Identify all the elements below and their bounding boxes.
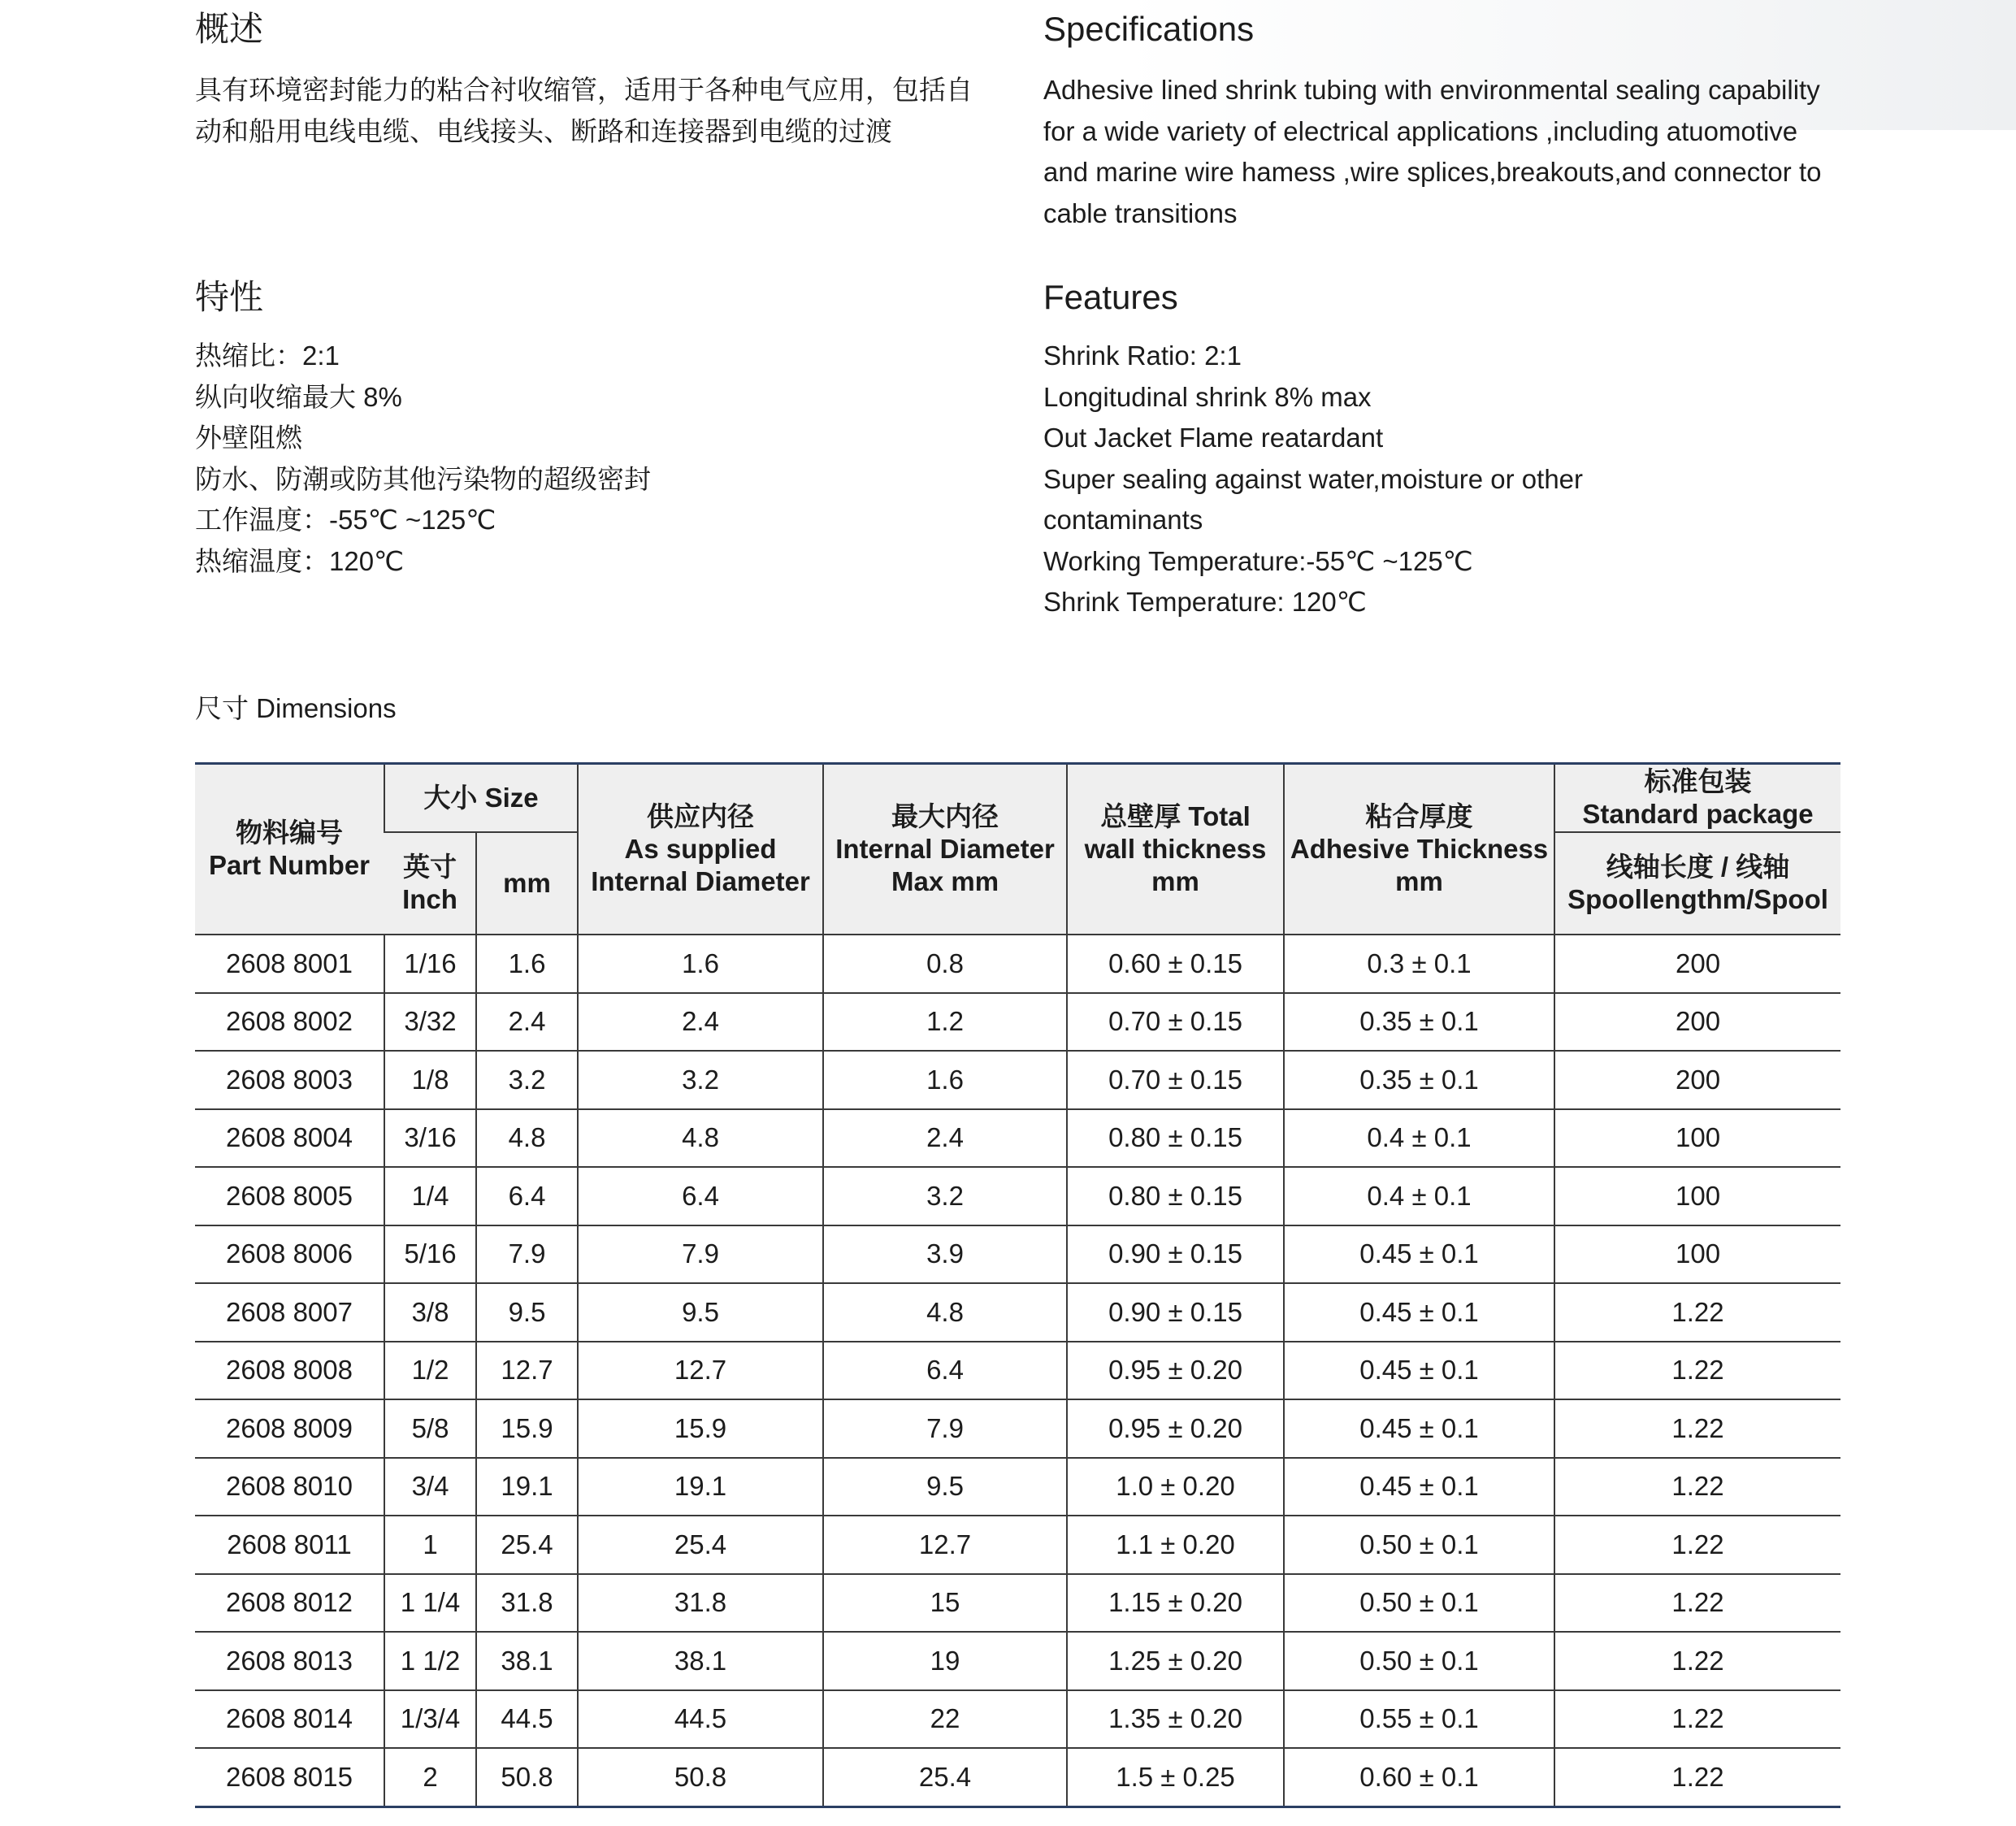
adhesive-thickness-cell: 0.45 ± 0.1 — [1284, 1399, 1554, 1458]
supplied-diameter-cell: 6.4 — [578, 1167, 823, 1225]
table-row — [195, 1109, 1840, 1168]
mm-cell: 38.1 — [476, 1632, 578, 1690]
wall-thickness-cell: 1.15 ± 0.20 — [1067, 1574, 1284, 1633]
max-diameter-cell: 19 — [823, 1632, 1067, 1690]
part-number-cell: 2608 8015 — [195, 1748, 384, 1806]
spool-length-cell: 200 — [1554, 935, 1840, 993]
feature-en-item: Super sealing against water,moisture or other — [1043, 463, 1584, 494]
table-row — [195, 1516, 1840, 1574]
max-diameter-cell: 22 — [823, 1690, 1067, 1749]
part-number-cell: 2608 8002 — [195, 993, 384, 1052]
wall-thickness-cell: 1.0 ± 0.20 — [1067, 1458, 1284, 1516]
wall-thickness-cell: 1.25 ± 0.20 — [1067, 1632, 1284, 1690]
features-heading-cn: 特性 — [195, 278, 264, 316]
header-adhesive-thickness — [1284, 764, 1554, 935]
supplied-diameter-cell: 4.8 — [578, 1109, 823, 1168]
header-inch — [384, 832, 476, 935]
features-list-cn — [195, 336, 651, 582]
table-row — [195, 1458, 1840, 1516]
part-number-cell: 2608 8003 — [195, 1051, 384, 1109]
spool-length-cell: 200 — [1554, 993, 1840, 1052]
mm-cell: 50.8 — [476, 1748, 578, 1806]
feature-en-item: Longitudinal shrink 8% max — [1043, 381, 1372, 412]
mm-cell: 25.4 — [476, 1516, 578, 1574]
header-spool-cn: 线轴长度 / 线轴 — [1606, 852, 1790, 882]
header-wall-en1: wall thickness — [1084, 834, 1267, 864]
inch-cell: 1 — [384, 1516, 476, 1574]
header-part-number-cn: 物料编号 — [236, 818, 343, 848]
feature-en-item: contaminants — [1043, 505, 1203, 535]
mm-cell: 4.8 — [476, 1109, 578, 1168]
feature-cn-item: 纵向收缩最大 8% — [195, 381, 402, 412]
overview-text-en: Adhesive lined shrink tubing with environmental sealing capability for a wide variety of electrical applications ,including atuomotive and marine wire hamess ,wire splices,breakouts,and connector to cable transitions — [1043, 75, 1822, 228]
part-number-cell: 2608 8011 — [195, 1516, 384, 1574]
part-number-cell: 2608 8014 — [195, 1690, 384, 1749]
inch-cell: 3/4 — [384, 1458, 476, 1516]
mm-cell: 6.4 — [476, 1167, 578, 1225]
table-row — [195, 1632, 1840, 1690]
mm-cell: 44.5 — [476, 1690, 578, 1749]
mm-cell: 15.9 — [476, 1399, 578, 1458]
mm-cell: 12.7 — [476, 1342, 578, 1400]
features-list-en — [1043, 336, 1583, 623]
table-row — [195, 993, 1840, 1052]
table-row — [195, 935, 1840, 993]
header-max-diameter — [823, 764, 1067, 935]
header-mm — [476, 832, 578, 935]
max-diameter-cell: 7.9 — [823, 1399, 1067, 1458]
adhesive-thickness-cell: 0.50 ± 0.1 — [1284, 1516, 1554, 1574]
wall-thickness-cell: 0.80 ± 0.15 — [1067, 1167, 1284, 1225]
wall-thickness-cell: 0.80 ± 0.15 — [1067, 1109, 1284, 1168]
specifications-heading: Specifications — [1043, 10, 1255, 48]
feature-cn-item: 热缩温度：120℃ — [195, 545, 405, 576]
spool-length-cell: 1.22 — [1554, 1399, 1840, 1458]
supplied-diameter-cell: 2.4 — [578, 993, 823, 1052]
max-diameter-cell: 2.4 — [823, 1109, 1067, 1168]
header-adhesive-en2: mm — [1395, 866, 1443, 896]
mm-cell: 3.2 — [476, 1051, 578, 1109]
table-row — [195, 1574, 1840, 1633]
wall-thickness-cell: 1.35 ± 0.20 — [1067, 1690, 1284, 1749]
dimensions-table — [195, 762, 1840, 1808]
max-diameter-cell: 3.2 — [823, 1167, 1067, 1225]
wall-thickness-cell: 0.90 ± 0.15 — [1067, 1225, 1284, 1284]
part-number-cell: 2608 8001 — [195, 935, 384, 993]
header-maxid-cn: 最大内径 — [891, 801, 999, 831]
adhesive-thickness-cell: 0.60 ± 0.1 — [1284, 1748, 1554, 1806]
adhesive-thickness-cell: 0.35 ± 0.1 — [1284, 993, 1554, 1052]
supplied-diameter-cell: 25.4 — [578, 1516, 823, 1574]
part-number-cell: 2608 8005 — [195, 1167, 384, 1225]
inch-cell: 5/8 — [384, 1399, 476, 1458]
feature-cn-item: 工作温度：-55℃ ~125℃ — [195, 505, 496, 535]
spool-length-cell: 100 — [1554, 1109, 1840, 1168]
inch-cell: 3/8 — [384, 1283, 476, 1342]
spool-length-cell: 1.22 — [1554, 1516, 1840, 1574]
table-row — [195, 1167, 1840, 1225]
max-diameter-cell: 25.4 — [823, 1748, 1067, 1806]
part-number-cell: 2608 8008 — [195, 1342, 384, 1400]
part-number-cell: 2608 8010 — [195, 1458, 384, 1516]
header-supplied-cn: 供应内径 — [647, 801, 755, 831]
mm-cell: 9.5 — [476, 1283, 578, 1342]
header-wall-cn: 总壁厚 Total — [1100, 801, 1251, 831]
feature-en-item: Shrink Temperature: 120℃ — [1043, 587, 1367, 617]
wall-thickness-cell: 0.70 ± 0.15 — [1067, 1051, 1284, 1109]
inch-cell: 2 — [384, 1748, 476, 1806]
inch-cell: 1 1/2 — [384, 1632, 476, 1690]
max-diameter-cell: 0.8 — [823, 935, 1067, 993]
inch-cell: 3/32 — [384, 993, 476, 1052]
inch-cell: 1/3/4 — [384, 1690, 476, 1749]
supplied-diameter-cell: 9.5 — [578, 1283, 823, 1342]
spool-length-cell: 1.22 — [1554, 1283, 1840, 1342]
max-diameter-cell: 3.9 — [823, 1225, 1067, 1284]
dimensions-caption: 尺寸 Dimensions — [195, 693, 397, 723]
feature-cn-item: 防水、防潮或防其他污染物的超级密封 — [195, 463, 651, 494]
header-inch-cn: 英寸 — [403, 852, 457, 882]
inch-cell: 1/2 — [384, 1342, 476, 1400]
spool-length-cell: 1.22 — [1554, 1342, 1840, 1400]
wall-thickness-cell: 0.90 ± 0.15 — [1067, 1283, 1284, 1342]
part-number-cell: 2608 8007 — [195, 1283, 384, 1342]
spool-length-cell: 100 — [1554, 1225, 1840, 1284]
adhesive-thickness-cell: 0.3 ± 0.1 — [1284, 935, 1554, 993]
features-heading-en: Features — [1043, 278, 1178, 316]
wall-thickness-cell: 1.5 ± 0.25 — [1067, 1748, 1284, 1806]
adhesive-thickness-cell: 0.50 ± 0.1 — [1284, 1574, 1554, 1633]
adhesive-thickness-cell: 0.45 ± 0.1 — [1284, 1342, 1554, 1400]
header-maxid-en1: Internal Diameter — [835, 834, 1055, 864]
supplied-diameter-cell: 15.9 — [578, 1399, 823, 1458]
inch-cell: 3/16 — [384, 1109, 476, 1168]
inch-cell: 1/8 — [384, 1051, 476, 1109]
adhesive-thickness-cell: 0.55 ± 0.1 — [1284, 1690, 1554, 1749]
inch-cell: 1/16 — [384, 935, 476, 993]
adhesive-thickness-cell: 0.45 ± 0.1 — [1284, 1283, 1554, 1342]
adhesive-thickness-cell: 0.45 ± 0.1 — [1284, 1458, 1554, 1516]
supplied-diameter-cell: 44.5 — [578, 1690, 823, 1749]
feature-cn-item: 热缩比：2:1 — [195, 340, 340, 371]
header-package-en: Standard package — [1582, 799, 1814, 829]
spool-length-cell: 100 — [1554, 1167, 1840, 1225]
table-row — [195, 1399, 1840, 1458]
supplied-diameter-cell: 12.7 — [578, 1342, 823, 1400]
mm-cell: 7.9 — [476, 1225, 578, 1284]
table-row — [195, 1690, 1840, 1749]
spool-length-cell: 1.22 — [1554, 1690, 1840, 1749]
feature-en-item: Out Jacket Flame reatardant — [1043, 423, 1384, 453]
supplied-diameter-cell: 50.8 — [578, 1748, 823, 1806]
part-number-cell: 2608 8006 — [195, 1225, 384, 1284]
supplied-diameter-cell: 7.9 — [578, 1225, 823, 1284]
supplied-diameter-cell: 3.2 — [578, 1051, 823, 1109]
adhesive-thickness-cell: 0.35 ± 0.1 — [1284, 1051, 1554, 1109]
adhesive-thickness-cell: 0.4 ± 0.1 — [1284, 1167, 1554, 1225]
header-wall-thickness — [1067, 764, 1284, 935]
spool-length-cell: 1.22 — [1554, 1574, 1840, 1633]
header-size-label: 大小 Size — [423, 783, 539, 813]
overview-heading-cn: 概述 — [195, 10, 264, 48]
spool-length-cell: 1.22 — [1554, 1748, 1840, 1806]
inch-cell: 5/16 — [384, 1225, 476, 1284]
header-supplied-diameter — [578, 764, 823, 935]
wall-thickness-cell: 0.95 ± 0.20 — [1067, 1342, 1284, 1400]
max-diameter-cell: 6.4 — [823, 1342, 1067, 1400]
header-size — [384, 764, 578, 833]
part-number-cell: 2608 8009 — [195, 1399, 384, 1458]
overview-text-cn: 具有环境密封能力的粘合衬收缩管，适用于各种电气应用，包括自 动和船用电线电缆、电线接头、断路和连接器到电缆的过渡 — [195, 75, 973, 146]
spool-length-cell: 1.22 — [1554, 1632, 1840, 1690]
table-row — [195, 1051, 1840, 1109]
max-diameter-cell: 12.7 — [823, 1516, 1067, 1574]
header-package-cn: 标准包装 — [1644, 766, 1752, 796]
mm-cell: 2.4 — [476, 993, 578, 1052]
header-wall-en2: mm — [1151, 866, 1199, 896]
adhesive-thickness-cell: 0.50 ± 0.1 — [1284, 1632, 1554, 1690]
part-number-cell: 2608 8013 — [195, 1632, 384, 1690]
table-row — [195, 1225, 1840, 1284]
header-spool-en: Spoollengthm/Spool — [1567, 884, 1828, 914]
header-standard-package — [1554, 764, 1840, 833]
max-diameter-cell: 4.8 — [823, 1283, 1067, 1342]
header-inch-en: Inch — [402, 884, 457, 914]
max-diameter-cell: 1.6 — [823, 1051, 1067, 1109]
dimensions-table-body — [195, 935, 1840, 1806]
max-diameter-cell: 1.2 — [823, 993, 1067, 1052]
feature-en-item: Working Temperature:-55℃ ~125℃ — [1043, 545, 1473, 576]
wall-thickness-cell: 0.95 ± 0.20 — [1067, 1399, 1284, 1458]
supplied-diameter-cell: 1.6 — [578, 935, 823, 993]
table-row — [195, 1748, 1840, 1806]
spool-length-cell: 1.22 — [1554, 1458, 1840, 1516]
header-adhesive-cn: 粘合厚度 — [1365, 801, 1473, 831]
part-number-cell: 2608 8004 — [195, 1109, 384, 1168]
header-part-number — [195, 764, 384, 935]
header-mm-label: mm — [503, 868, 551, 898]
adhesive-thickness-cell: 0.45 ± 0.1 — [1284, 1225, 1554, 1284]
supplied-diameter-cell: 38.1 — [578, 1632, 823, 1690]
supplied-diameter-cell: 31.8 — [578, 1574, 823, 1633]
header-maxid-en2: Max mm — [891, 866, 999, 896]
spool-length-cell: 200 — [1554, 1051, 1840, 1109]
adhesive-thickness-cell: 0.4 ± 0.1 — [1284, 1109, 1554, 1168]
max-diameter-cell: 15 — [823, 1574, 1067, 1633]
table-row — [195, 1283, 1840, 1342]
wall-thickness-cell: 1.1 ± 0.20 — [1067, 1516, 1284, 1574]
max-diameter-cell: 9.5 — [823, 1458, 1067, 1516]
header-spool-length — [1554, 832, 1840, 935]
table-row — [195, 1342, 1840, 1400]
feature-en-item: Shrink Ratio: 2:1 — [1043, 340, 1242, 371]
mm-cell: 31.8 — [476, 1574, 578, 1633]
header-adhesive-en1: Adhesive Thickness — [1290, 834, 1549, 864]
mm-cell: 19.1 — [476, 1458, 578, 1516]
header-supplied-en1: As supplied — [624, 834, 777, 864]
wall-thickness-cell: 0.60 ± 0.15 — [1067, 935, 1284, 993]
part-number-cell: 2608 8012 — [195, 1574, 384, 1633]
header-part-number-en: Part Number — [208, 850, 371, 880]
mm-cell: 1.6 — [476, 935, 578, 993]
header-supplied-en2: Internal Diameter — [591, 866, 810, 896]
feature-cn-item: 外壁阻燃 — [195, 423, 302, 453]
wall-thickness-cell: 0.70 ± 0.15 — [1067, 993, 1284, 1052]
supplied-diameter-cell: 19.1 — [578, 1458, 823, 1516]
inch-cell: 1 1/4 — [384, 1574, 476, 1633]
inch-cell: 1/4 — [384, 1167, 476, 1225]
